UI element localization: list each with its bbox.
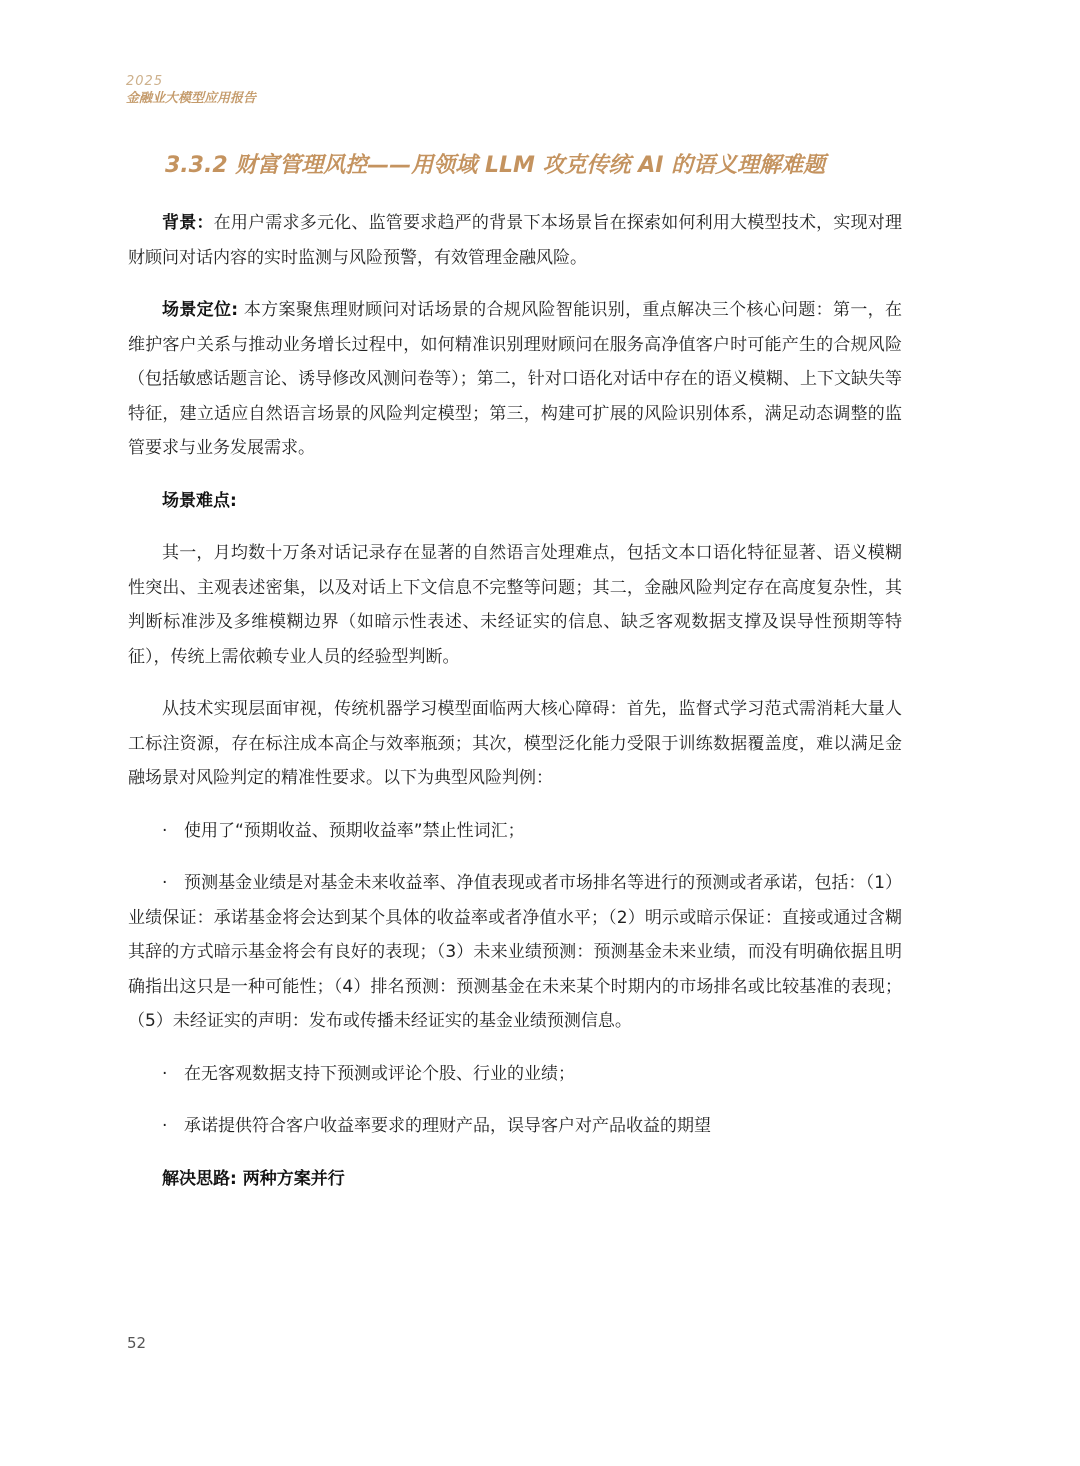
bullet-dot-icon: ·: [162, 1116, 168, 1136]
positioning-label: 场景定位:: [162, 300, 239, 320]
difficulties-label: 场景难点:: [162, 490, 237, 511]
background-text: 在用户需求多元化、监管要求趋严的背景下本场景旨在探索如何利用大模型技术，实现对理财顾问对话内容的实时监测与风险预警，有效管理金融风险。: [128, 213, 903, 268]
bullet-item-1: [128, 814, 902, 849]
main-content: [128, 206, 902, 1196]
difficulties-paragraph-2: 从技术实现层面审视，传统机器学习模型面临两大核心障碍：首先，监督式学习范式需消耗大量人工标注资源，存在标注成本高企与效率瓶颈；其次，模型泛化能力受限于训练数据覆盖度，难以满足金融场景对风险判定的精准性要求。以下为典型风险判例：: [128, 699, 902, 788]
positioning-paragraph: [128, 293, 902, 466]
bullet-text-1: 使用了“预期收益、预期收益率”禁止性词汇；: [184, 820, 525, 841]
bullet-item-4: [128, 1109, 902, 1144]
difficulties-paragraph-1: 其一，月均数十万条对话记录存在显著的自然语言处理难点，包括文本口语化特征显著、语义模糊性突出、主观表述密集，以及对话上下文信息不完整等问题；其二，金融风险判定存在高度复杂性，其判断标准涉及多维模糊边界（如暗示性表述、未经证实的信息、缺乏客观数据支撑及误导性预期等特征），传统上需依赖专业人员的经验型判断。: [128, 543, 902, 667]
bullet-text-3: 在无客观数据支持下预测或评论个股、行业的业绩；: [184, 1063, 575, 1084]
bullet-item-3: [128, 1057, 902, 1092]
bullet-text-4: 承诺提供符合客户收益率要求的理财产品，误导客户对产品收益的期望: [184, 1116, 711, 1136]
bullet-dot-icon: ·: [162, 1063, 168, 1084]
background-label: 背景：: [162, 213, 214, 233]
section-title: 3.3.2 财富管理风控——用领域 LLM 攻克传统 AI 的语义理解难题: [165, 153, 826, 178]
running-header: [126, 74, 256, 108]
header-report-title: 金融业大模型应用报告: [126, 91, 257, 106]
bullet-dot-icon: ·: [162, 820, 168, 841]
bullet-item-2: [128, 866, 902, 1039]
page-number: 52: [127, 1334, 147, 1352]
positioning-text: 本方案聚焦理财顾问对话场景的合规风险智能识别，重点解决三个核心问题：第一，在维护客户关系与推动业务增长过程中，如何精准识别理财顾问在服务高净值客户时可能产生的合规风险（包括敏感话题言论、诱导修改风测问卷等）；第二，针对口语化对话中存在的语义模糊、上下文缺失等特征，建立适应自然语言场景的风险判定模型；第三，构建可扩展的风险识别体系，满足动态调整的监管要求与业务发展需求。: [128, 300, 902, 458]
header-year: 2025: [126, 74, 164, 89]
bullet-dot-icon: ·: [162, 873, 168, 893]
difficulties-heading: [128, 484, 902, 519]
bullet-text-2: 预测基金业绩是对基金未来收益率、净值表现或者市场排名等进行的预测或者承诺，包括：（1）业绩保证：承诺基金将会达到某个具体的收益率或者净值水平；（2）明示或暗示保证：直接或通过含糊其辞的方式暗示基金将会有良好的表现；（3）未来业绩预测：预测基金未来业绩，而没有明确依据且明确指出这只是一种可能性；（4）排名预测：预测基金在未来某个时期内的市场排名或比较基准的表现；（5）未经证实的声明：发布或传播未经证实的基金业绩预测信息。: [128, 873, 902, 1031]
solution-heading: [128, 1162, 902, 1197]
solution-label: 解决思路: 两种方案并行: [162, 1168, 345, 1189]
background-paragraph: [128, 206, 902, 275]
